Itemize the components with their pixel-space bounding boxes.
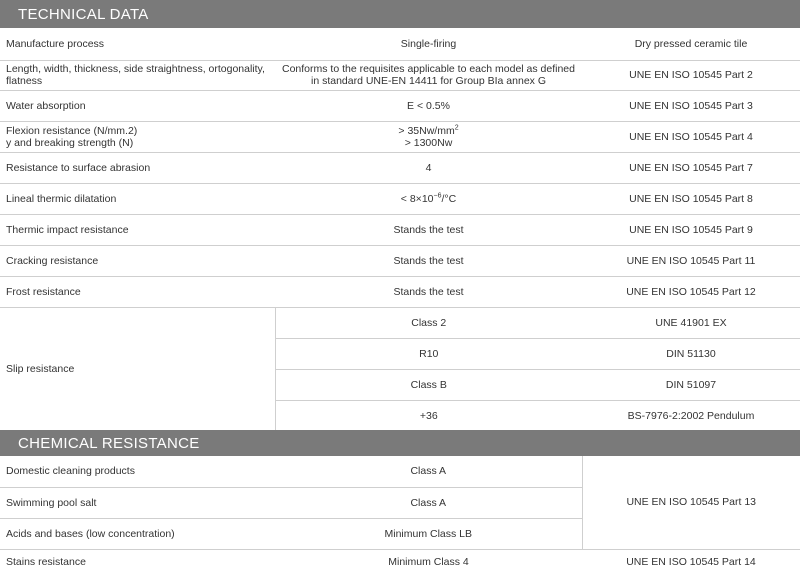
table-row bbox=[0, 28, 800, 60]
table-row bbox=[0, 183, 800, 214]
technical-data-table bbox=[0, 28, 800, 432]
table-row bbox=[0, 121, 800, 152]
value-cell bbox=[275, 121, 582, 152]
property-cell: Manufacture process bbox=[0, 28, 275, 60]
property-cell: Water absorption bbox=[0, 90, 275, 121]
table-row bbox=[0, 276, 800, 307]
chemical-resistance-table bbox=[0, 456, 800, 574]
value-cell: Minimum Class LB bbox=[275, 518, 582, 549]
table-row bbox=[0, 549, 800, 574]
value-cell: R10 bbox=[275, 338, 582, 369]
table-row bbox=[0, 90, 800, 121]
table-row-slip bbox=[0, 307, 800, 338]
table-row bbox=[0, 245, 800, 276]
property-cell: Swimming pool salt bbox=[0, 487, 275, 518]
standard-cell: UNE 41901 EX bbox=[582, 307, 800, 338]
property-cell: Lineal thermic dilatation bbox=[0, 183, 275, 214]
table-row bbox=[0, 60, 800, 90]
value-cell bbox=[275, 183, 582, 214]
standard-cell: UNE EN ISO 10545 Part 14 bbox=[626, 555, 756, 568]
property-cell: Frost resistance bbox=[0, 276, 275, 307]
property-cell: Acids and bases (low concentration) bbox=[0, 518, 275, 549]
standard-cell: UNE EN ISO 10545 Part 4 bbox=[582, 121, 800, 152]
standard-cell: Dry pressed ceramic tile bbox=[582, 28, 800, 60]
value-line: > 35Nw/mm bbox=[398, 124, 455, 137]
standard-cell: UNE EN ISO 10545 Part 9 bbox=[582, 214, 800, 245]
value-cell: Stands the test bbox=[275, 214, 582, 245]
table-row bbox=[0, 214, 800, 245]
standard-cell: BS-7976-2:2002 Pendulum bbox=[627, 409, 755, 422]
standard-cell: DIN 51130 bbox=[582, 338, 800, 369]
value-cell: Single-firing bbox=[275, 28, 582, 60]
chemical-resistance-header: CHEMICAL RESISTANCE bbox=[0, 430, 800, 456]
standard-cell: UNE EN ISO 10545 Part 3 bbox=[582, 90, 800, 121]
table-row bbox=[0, 456, 800, 487]
property-cell: Domestic cleaning products bbox=[0, 456, 275, 487]
value-cell: E < 0.5% bbox=[275, 90, 582, 121]
value-superscript: −6 bbox=[433, 192, 442, 199]
value-superscript: 2 bbox=[454, 124, 459, 131]
value-cell: Class A bbox=[275, 456, 582, 487]
property-cell: Stains resistance bbox=[6, 555, 86, 568]
value-cell: Minimum Class 4 bbox=[388, 555, 469, 568]
standard-cell: UNE EN ISO 10545 Part 2 bbox=[582, 60, 800, 90]
property-line: y and breaking strength (N) bbox=[6, 136, 134, 149]
value-cell: 4 bbox=[275, 152, 582, 183]
property-cell: Length, width, thickness, side straightness, ortogonality, flatness bbox=[0, 60, 275, 90]
property-cell bbox=[0, 121, 275, 152]
value-cell: Stands the test bbox=[275, 276, 582, 307]
slip-property-cell: Slip resistance bbox=[0, 307, 275, 431]
technical-data-header: TECHNICAL DATA bbox=[0, 0, 800, 28]
property-line: Flexion resistance (N/mm.2) bbox=[6, 124, 138, 137]
value-cell: Conforms to the requisites applicable to each model as defined in standard UNE-EN 14411 for Group BIa annex G bbox=[275, 60, 582, 90]
value-line: > 1300Nw bbox=[404, 136, 453, 149]
value-cell: Class 2 bbox=[275, 307, 582, 338]
value-cell: Stands the test bbox=[275, 245, 582, 276]
property-cell: Cracking resistance bbox=[0, 245, 275, 276]
value-cell: Class B bbox=[275, 369, 582, 400]
standard-cell: UNE EN ISO 10545 Part 12 bbox=[582, 276, 800, 307]
value-text: < 8×10 bbox=[400, 192, 434, 205]
value-cell: Class A bbox=[275, 487, 582, 518]
standard-cell: UNE EN ISO 10545 Part 7 bbox=[582, 152, 800, 183]
property-cell: Resistance to surface abrasion bbox=[0, 152, 275, 183]
property-cell: Thermic impact resistance bbox=[0, 214, 275, 245]
standard-cell: UNE EN ISO 10545 Part 11 bbox=[582, 245, 800, 276]
standard-cell: DIN 51097 bbox=[582, 369, 800, 400]
group-standard-cell: UNE EN ISO 10545 Part 13 bbox=[582, 456, 800, 549]
table-row bbox=[0, 152, 800, 183]
value-unit: /°C bbox=[441, 192, 457, 205]
value-cell: +36 bbox=[275, 400, 582, 431]
standard-cell: UNE EN ISO 10545 Part 8 bbox=[582, 183, 800, 214]
